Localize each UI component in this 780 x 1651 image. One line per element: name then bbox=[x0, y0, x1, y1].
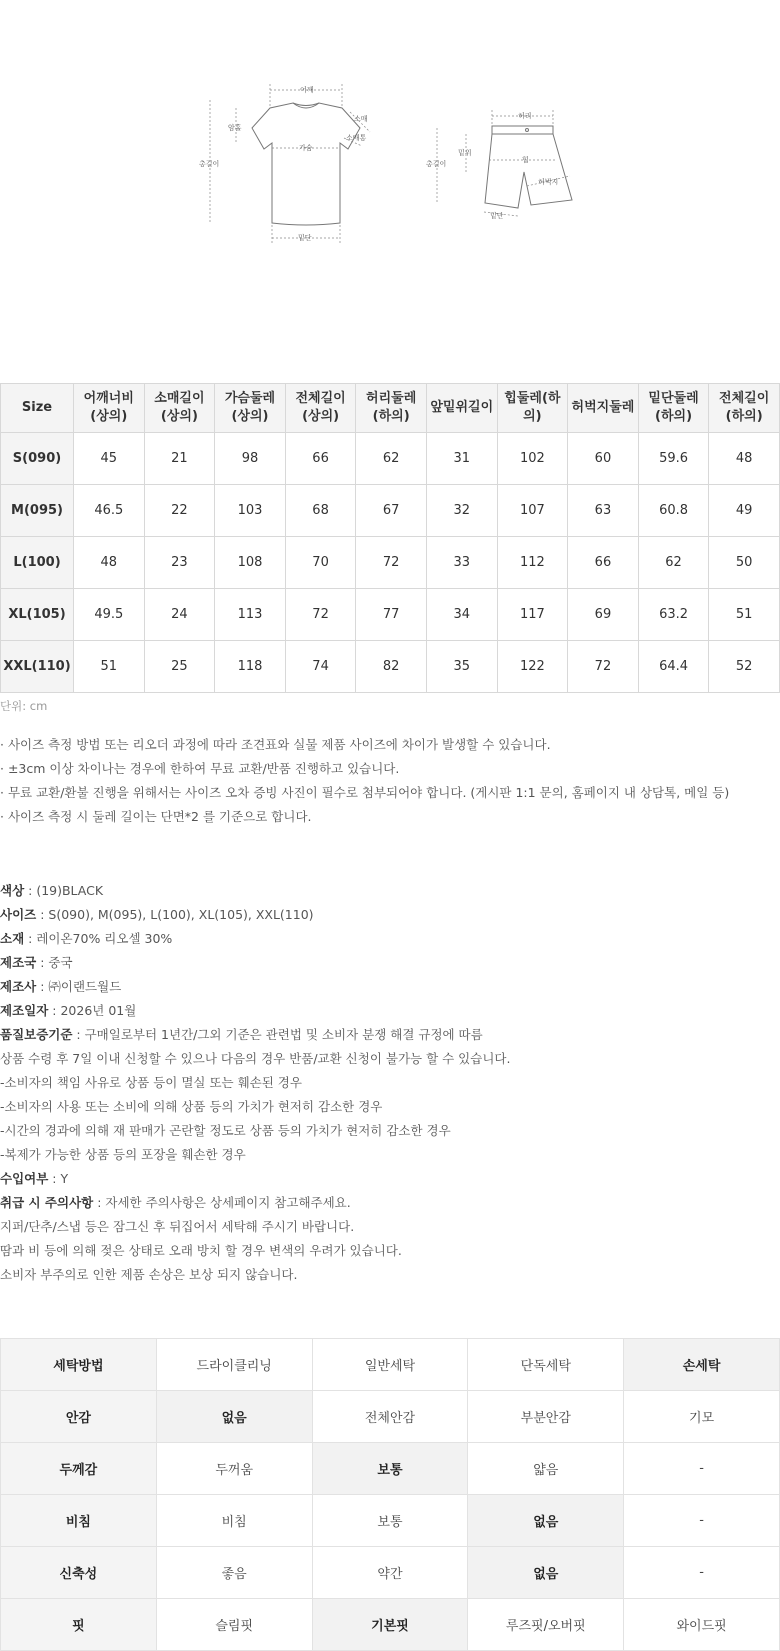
info-line-care-detail bbox=[0, 1266, 510, 1290]
shorts-illustration bbox=[485, 126, 572, 208]
care-table bbox=[0, 1338, 780, 1651]
tshirt-measure-lines bbox=[210, 84, 370, 244]
care-option: 비침 bbox=[156, 1495, 312, 1547]
info-label: 사이즈 bbox=[0, 907, 37, 922]
size-cell: 35 bbox=[426, 641, 497, 693]
size-cell: 62 bbox=[356, 433, 427, 485]
tshirt-label-chest: 가슴 bbox=[299, 144, 313, 152]
size-cell: 107 bbox=[497, 485, 568, 537]
size-cell: 69 bbox=[568, 589, 639, 641]
size-cell: 24 bbox=[144, 589, 215, 641]
note-item: · 무료 교환/환불 진행을 위해서는 사이즈 오차 증빙 사진이 필수로 첨부되어야 합니다. (게시판 1:1 문의, 홈페이지 내 상담톡, 메일 등) bbox=[0, 785, 730, 800]
size-col-header: 전체길이(하의) bbox=[709, 384, 780, 433]
info-value: 상품 수령 후 7일 이내 신청할 수 있으나 다음의 경우 반품/교환 신청이 불가능 할 수 있습니다. bbox=[0, 1051, 511, 1066]
note-item: · 사이즈 측정 방법 또는 리오더 과정에 따라 조견표와 실물 제품 사이즈에 차이가 발생할 수 있습니다. bbox=[0, 737, 551, 752]
size-cell: 74 bbox=[285, 641, 356, 693]
care-option: 단독세탁 bbox=[468, 1339, 624, 1391]
size-col-header: 가슴둘레(상의) bbox=[215, 384, 286, 433]
size-cell: 33 bbox=[426, 537, 497, 589]
size-cell: 34 bbox=[426, 589, 497, 641]
care-option: - bbox=[624, 1443, 780, 1495]
info-label: 제조사 bbox=[0, 979, 37, 994]
info-value: 땀과 비 등에 의해 젖은 상태로 오래 방치 할 경우 변색의 우려가 있습니다. bbox=[0, 1243, 402, 1258]
size-cell: 77 bbox=[356, 589, 427, 641]
info-value: -소비자의 사용 또는 소비에 의해 상품 등의 가치가 현저히 감소한 경우 bbox=[0, 1099, 383, 1114]
size-cell: 21 bbox=[144, 433, 215, 485]
info-value: : 2026년 01월 bbox=[48, 1003, 137, 1018]
size-cell: 70 bbox=[285, 537, 356, 589]
size-cell: 32 bbox=[426, 485, 497, 537]
size-table-row bbox=[1, 589, 780, 641]
tshirt-label-hem: 밑단 bbox=[298, 234, 312, 242]
info-line-return-exception bbox=[0, 1074, 510, 1098]
info-value: : Y bbox=[48, 1171, 69, 1186]
tshirt-label-total-length: 총길이 bbox=[199, 160, 220, 168]
size-col-header: 허리둘레(하의) bbox=[356, 384, 427, 433]
info-value: 지퍼/단추/스냅 등은 잠그신 후 뒤집어서 세탁해 주시기 바랍니다. bbox=[0, 1219, 355, 1234]
product-info bbox=[0, 882, 510, 1290]
size-table-row bbox=[1, 485, 780, 537]
size-col-header: 전체길이(상의) bbox=[285, 384, 356, 433]
size-row-label: L(100) bbox=[1, 537, 74, 589]
size-cell: 46.5 bbox=[74, 485, 145, 537]
size-cell: 72 bbox=[568, 641, 639, 693]
info-label: 제조일자 bbox=[0, 1003, 49, 1018]
info-value: : S(090), M(095), L(100), XL(105), XXL(110) bbox=[36, 907, 314, 922]
care-option: 슬림핏 bbox=[156, 1599, 312, 1651]
care-option: 없음 bbox=[468, 1495, 624, 1547]
size-cell: 66 bbox=[568, 537, 639, 589]
size-row-label: S(090) bbox=[1, 433, 74, 485]
info-value: 소비자 부주의로 인한 제품 손상은 보상 되지 않습니다. bbox=[0, 1267, 298, 1282]
size-cell: 25 bbox=[144, 641, 215, 693]
size-cell: 60.8 bbox=[638, 485, 709, 537]
info-label: 취급 시 주의사항 bbox=[0, 1195, 94, 1210]
size-col-header: 허벅지둘레 bbox=[568, 384, 639, 433]
care-row-header: 핏 bbox=[1, 1599, 157, 1651]
care-option: 없음 bbox=[156, 1391, 312, 1443]
size-cell: 117 bbox=[497, 589, 568, 641]
size-cell: 49 bbox=[709, 485, 780, 537]
size-cell: 63.2 bbox=[638, 589, 709, 641]
size-cell: 51 bbox=[709, 589, 780, 641]
care-option: 보통 bbox=[312, 1443, 468, 1495]
care-row-fit bbox=[1, 1599, 780, 1651]
care-option: 와이드핏 bbox=[624, 1599, 780, 1651]
info-line-care bbox=[0, 1194, 510, 1218]
info-line-country bbox=[0, 954, 510, 978]
care-row-header: 세탁방법 bbox=[1, 1339, 157, 1391]
size-col-header: 밑단둘레(하의) bbox=[638, 384, 709, 433]
care-option: 기모 bbox=[624, 1391, 780, 1443]
size-diagram-svg bbox=[0, 0, 780, 380]
size-cell: 72 bbox=[356, 537, 427, 589]
info-line-return-exception bbox=[0, 1122, 510, 1146]
size-cell: 108 bbox=[215, 537, 286, 589]
care-row-thickness bbox=[1, 1443, 780, 1495]
care-option: 얇음 bbox=[468, 1443, 624, 1495]
shorts-label-hip: 힙 bbox=[522, 156, 529, 164]
care-option: 없음 bbox=[468, 1547, 624, 1599]
size-cell: 22 bbox=[144, 485, 215, 537]
size-diagram bbox=[0, 0, 780, 380]
size-table-row bbox=[1, 641, 780, 693]
size-col-header: Size bbox=[1, 384, 74, 433]
size-cell: 59.6 bbox=[638, 433, 709, 485]
care-option: 좋음 bbox=[156, 1547, 312, 1599]
info-line-date bbox=[0, 1002, 510, 1026]
info-value: : 중국 bbox=[36, 955, 73, 970]
size-cell: 82 bbox=[356, 641, 427, 693]
care-option: 약간 bbox=[312, 1547, 468, 1599]
size-cell: 51 bbox=[74, 641, 145, 693]
size-row-label: M(095) bbox=[1, 485, 74, 537]
care-row-header: 두께감 bbox=[1, 1443, 157, 1495]
info-label: 제조국 bbox=[0, 955, 37, 970]
tshirt-label-sleeve: 소매 bbox=[354, 115, 368, 123]
size-cell: 98 bbox=[215, 433, 286, 485]
care-row-header: 안감 bbox=[1, 1391, 157, 1443]
care-option: 부분안감 bbox=[468, 1391, 624, 1443]
size-cell: 23 bbox=[144, 537, 215, 589]
info-line-manufacturer bbox=[0, 978, 510, 1002]
size-cell: 122 bbox=[497, 641, 568, 693]
size-cell: 67 bbox=[356, 485, 427, 537]
info-value: : (19)BLACK bbox=[24, 883, 104, 898]
care-option: - bbox=[624, 1547, 780, 1599]
size-col-header: 소매길이(상의) bbox=[144, 384, 215, 433]
info-line-return-exception bbox=[0, 1098, 510, 1122]
unit-label: 단위: cm bbox=[0, 699, 48, 713]
tshirt-illustration bbox=[252, 103, 360, 225]
info-label: 소재 bbox=[0, 931, 25, 946]
info-label: 수입여부 bbox=[0, 1171, 49, 1186]
size-cell: 62 bbox=[638, 537, 709, 589]
size-cell: 64.4 bbox=[638, 641, 709, 693]
info-line-care-detail bbox=[0, 1218, 510, 1242]
care-option: - bbox=[624, 1495, 780, 1547]
info-line-import bbox=[0, 1170, 510, 1194]
info-line-warranty bbox=[0, 1026, 510, 1050]
size-notes bbox=[0, 736, 729, 832]
info-value: : 레이온70% 리오셀 30% bbox=[24, 931, 173, 946]
size-cell: 45 bbox=[74, 433, 145, 485]
info-line-return-policy bbox=[0, 1050, 510, 1074]
size-cell: 72 bbox=[285, 589, 356, 641]
size-col-header: 어깨너비(상의) bbox=[74, 384, 145, 433]
size-cell: 66 bbox=[285, 433, 356, 485]
care-row-header: 신축성 bbox=[1, 1547, 157, 1599]
size-table-row bbox=[1, 433, 780, 485]
size-cell: 102 bbox=[497, 433, 568, 485]
size-cell: 52 bbox=[709, 641, 780, 693]
size-table bbox=[0, 383, 780, 693]
info-line-material bbox=[0, 930, 510, 954]
info-line-color bbox=[0, 882, 510, 906]
size-cell: 103 bbox=[215, 485, 286, 537]
care-row-sheerness bbox=[1, 1495, 780, 1547]
care-option: 기본핏 bbox=[312, 1599, 468, 1651]
tshirt-label-armhole: 암홀 bbox=[228, 124, 242, 132]
info-label: 품질보증기준 bbox=[0, 1027, 73, 1042]
care-option: 두꺼움 bbox=[156, 1443, 312, 1495]
size-row-label: XXL(110) bbox=[1, 641, 74, 693]
size-table-row bbox=[1, 537, 780, 589]
size-cell: 60 bbox=[568, 433, 639, 485]
info-value: : 구매일로부터 1년간/그외 기준은 관련법 및 소비자 분쟁 해결 규정에 따름 bbox=[72, 1027, 483, 1042]
size-cell: 31 bbox=[426, 433, 497, 485]
size-row-label: XL(105) bbox=[1, 589, 74, 641]
tshirt-label-shoulder: 어깨 bbox=[300, 86, 314, 94]
care-row-wash bbox=[1, 1339, 780, 1391]
size-cell: 50 bbox=[709, 537, 780, 589]
note-item: · 사이즈 측정 시 둘레 길이는 단면*2 를 기준으로 합니다. bbox=[0, 809, 312, 824]
care-option: 전체안감 bbox=[312, 1391, 468, 1443]
size-cell: 49.5 bbox=[74, 589, 145, 641]
size-cell: 63 bbox=[568, 485, 639, 537]
shorts-label-waist: 허리 bbox=[518, 112, 532, 120]
size-cell: 68 bbox=[285, 485, 356, 537]
care-option: 손세탁 bbox=[624, 1339, 780, 1391]
size-cell: 112 bbox=[497, 537, 568, 589]
care-row-header: 비침 bbox=[1, 1495, 157, 1547]
care-option: 루즈핏/오버핏 bbox=[468, 1599, 624, 1651]
info-label: 색상 bbox=[0, 883, 25, 898]
size-col-header: 힙둘레(하의) bbox=[497, 384, 568, 433]
size-cell: 118 bbox=[215, 641, 286, 693]
info-value: : ㈜이랜드월드 bbox=[36, 979, 122, 994]
care-row-stretch bbox=[1, 1547, 780, 1599]
size-cell: 48 bbox=[74, 537, 145, 589]
size-cell: 48 bbox=[709, 433, 780, 485]
care-option: 일반세탁 bbox=[312, 1339, 468, 1391]
info-line-care-detail bbox=[0, 1242, 510, 1266]
info-value: -복제가 가능한 상품 등의 포장을 훼손한 경우 bbox=[0, 1147, 246, 1162]
info-line-return-exception bbox=[0, 1146, 510, 1170]
care-option: 드라이클리닝 bbox=[156, 1339, 312, 1391]
info-value: : 자세한 주의사항은 상세페이지 참고해주세요. bbox=[93, 1195, 351, 1210]
note-item: · ±3cm 이상 차이나는 경우에 한하여 무료 교환/반품 진행하고 있습니다. bbox=[0, 761, 400, 776]
size-cell: 113 bbox=[215, 589, 286, 641]
care-row-lining bbox=[1, 1391, 780, 1443]
size-table-header-row bbox=[1, 384, 780, 433]
shorts-label-total-length: 총길이 bbox=[426, 160, 447, 168]
info-line-size bbox=[0, 906, 510, 930]
care-option: 보통 bbox=[312, 1495, 468, 1547]
size-col-header: 앞밑위길이 bbox=[426, 384, 497, 433]
info-value: -시간의 경과에 의해 재 판매가 곤란할 정도로 상품 등의 가치가 현저히 감소한 경우 bbox=[0, 1123, 451, 1138]
info-value: -소비자의 책임 사유로 상품 등이 멸실 또는 훼손된 경우 bbox=[0, 1075, 302, 1090]
shorts-label-rise: 밑위 bbox=[458, 149, 472, 157]
shorts-label-thigh: 허벅지 bbox=[538, 178, 559, 186]
tshirt-label-sleeve-width: 소매통 bbox=[346, 134, 367, 142]
shorts-label-hem: 밑단 bbox=[490, 212, 504, 220]
